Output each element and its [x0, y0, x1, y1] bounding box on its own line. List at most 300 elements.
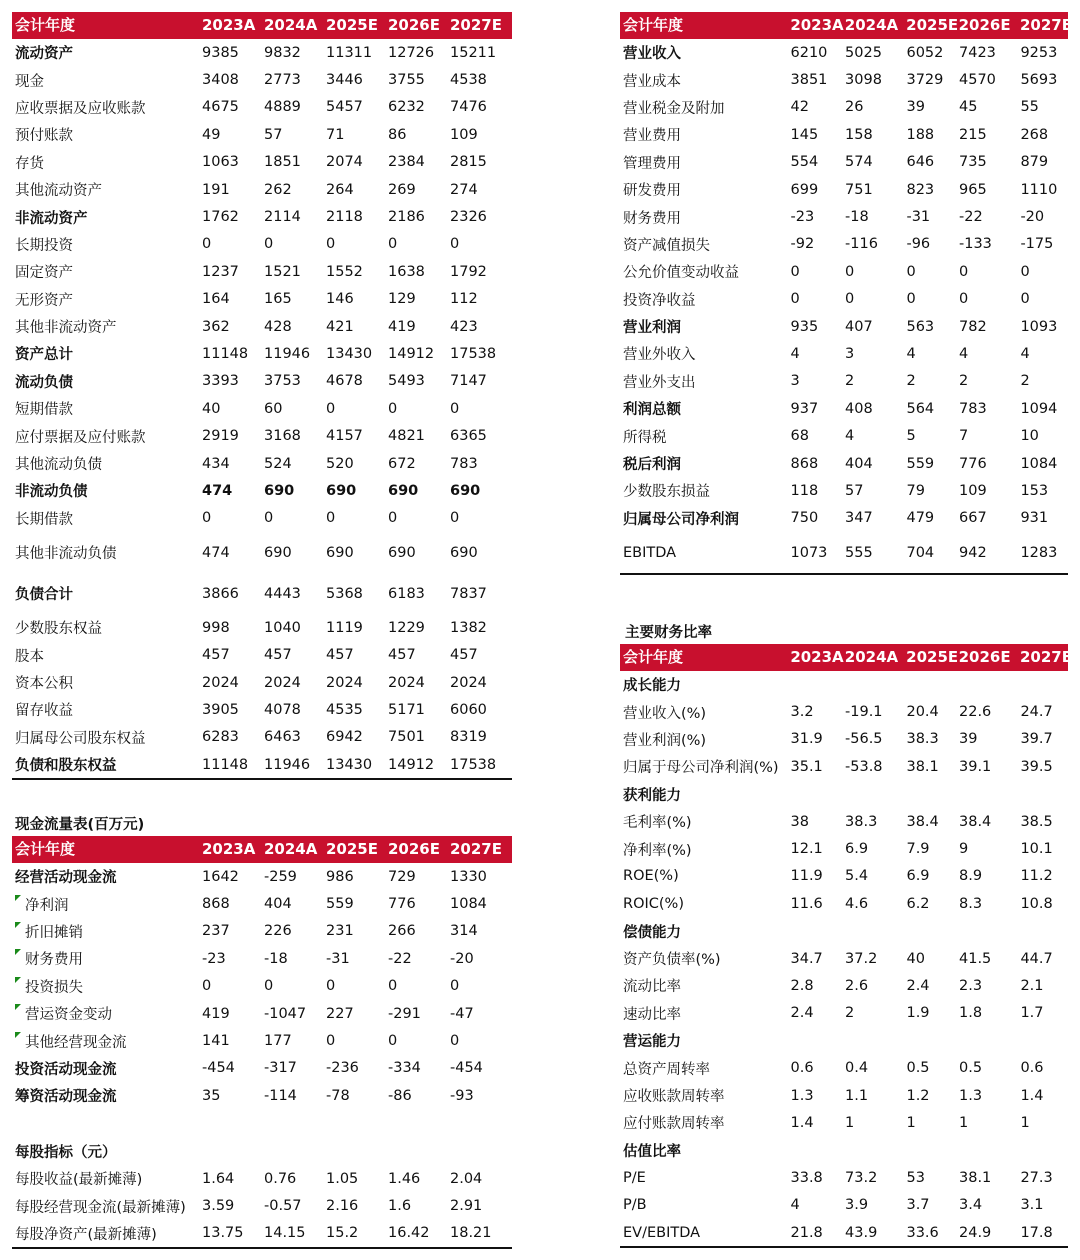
row-label-text: 应付票据及应付账款 [15, 429, 146, 446]
row-value: 274 [450, 181, 478, 198]
table-row [12, 1082, 512, 1109]
row-value: -22 [388, 950, 412, 967]
table-row [12, 1220, 512, 1247]
row-value: 145 [790, 126, 819, 143]
table-row [620, 532, 1068, 573]
table-row [620, 477, 1068, 504]
row-value: 2.16 [326, 1198, 359, 1215]
row-value: 37.2 [845, 950, 878, 967]
row-value: 34.7 [790, 950, 823, 967]
row-value: 1.9 [906, 1005, 930, 1022]
row-label-text: 其他非流动资产 [15, 320, 117, 337]
row-label [620, 1225, 791, 1241]
row-label-text: 流动负债 [15, 374, 73, 391]
row-value: 690 [264, 544, 292, 561]
row-label-text: 速动比率 [623, 1006, 681, 1023]
table-row [12, 614, 512, 641]
row-value: 574 [845, 154, 873, 171]
row-value: 14912 [388, 756, 435, 773]
row-label-text: 投资活动现金流 [15, 1061, 117, 1078]
row-value: 158 [845, 126, 873, 143]
row-label-text: 总资产周转率 [623, 1061, 710, 1078]
row-label [620, 371, 791, 392]
row-label [620, 811, 791, 832]
row-value: 39.5 [1020, 758, 1053, 775]
table-row [12, 532, 512, 573]
table-row [620, 863, 1068, 890]
row-value: 935 [790, 318, 819, 335]
row-value: 1094 [1020, 400, 1058, 417]
row-value: 6365 [450, 428, 487, 445]
row-value: 11148 [202, 756, 249, 773]
row-label [620, 234, 791, 255]
row-value: -23 [790, 209, 815, 226]
row-value: 4678 [326, 373, 363, 390]
row-label-text: 流动资产 [15, 46, 73, 63]
per-share-table [12, 1165, 512, 1249]
row-label [620, 1058, 791, 1079]
table-row [620, 1137, 1068, 1164]
row-value: 31.9 [790, 731, 823, 748]
row-label [12, 70, 202, 91]
table-row [620, 1054, 1068, 1081]
row-label [620, 179, 791, 200]
row-value: 750 [790, 510, 819, 527]
table-row [12, 1165, 512, 1192]
row-value: 10.1 [1020, 841, 1053, 858]
row-label-text: 应收账款周转率 [623, 1089, 725, 1106]
row-label [12, 894, 202, 915]
table-row [620, 698, 1068, 725]
row-value: 1762 [202, 209, 239, 226]
row-value: 2.4 [906, 977, 930, 994]
row-value: 73.2 [845, 1169, 878, 1186]
row-value: 362 [202, 318, 230, 335]
table-row [620, 313, 1068, 340]
row-value: 942 [959, 544, 987, 561]
table-row [12, 973, 512, 1000]
table-row [12, 450, 512, 477]
row-value: 690 [326, 544, 354, 561]
row-value: 262 [264, 181, 292, 198]
row-value: 24.7 [1020, 704, 1053, 721]
row-label-text: 营业利润 [623, 320, 681, 337]
table-row [12, 890, 512, 917]
row-label [620, 124, 791, 145]
header-year: 2027E [450, 16, 502, 34]
table-row [620, 1109, 1068, 1136]
row-value: 1 [906, 1114, 916, 1131]
row-value: 6.9 [906, 868, 930, 885]
row-value: 1084 [450, 896, 487, 913]
row-value: 314 [450, 923, 478, 940]
row-value: 3729 [906, 72, 944, 89]
row-value: 1.8 [959, 1005, 983, 1022]
row-value: 2074 [326, 154, 363, 171]
row-label-text: 税后利润 [623, 457, 681, 474]
row-value: 524 [264, 455, 292, 472]
row-value: 1119 [326, 619, 363, 636]
row-value: 0.6 [790, 1060, 814, 1077]
row-label [620, 426, 791, 447]
table-row [620, 340, 1068, 367]
row-label [620, 480, 791, 501]
row-value: 2.8 [790, 977, 814, 994]
row-value: 40 [202, 400, 221, 417]
row-label-text: 成长能力 [623, 678, 681, 695]
row-value: 39.1 [959, 758, 992, 775]
row-label-text: 营业利润(%) [623, 732, 707, 749]
row-label-text: 折旧摊销 [25, 924, 83, 941]
row-value: 45 [959, 99, 978, 116]
row-value: 1792 [450, 263, 487, 280]
row-label-text: 营业收入(%) [623, 705, 707, 722]
row-label-text: 预付账款 [15, 128, 73, 145]
row-label-text: 负债合计 [15, 587, 73, 604]
row-value: 4 [845, 428, 855, 445]
row-label-text: 其他流动资产 [15, 183, 102, 200]
row-value: 3.1 [1020, 1197, 1044, 1214]
row-value: 0 [202, 978, 212, 995]
cash-flow-title: 现金流量表(百万元) [15, 817, 145, 833]
table-row [12, 1000, 512, 1027]
row-value: 39.7 [1020, 731, 1053, 748]
row-value: 153 [1020, 482, 1049, 499]
row-value: 4 [906, 345, 916, 362]
row-value: 1 [1020, 1114, 1030, 1131]
row-value: 1638 [388, 263, 425, 280]
row-value: 0 [450, 236, 460, 253]
row-label [620, 948, 791, 969]
row-value: 1.3 [959, 1087, 983, 1104]
table-header [12, 12, 512, 39]
row-value: 4.6 [845, 895, 869, 912]
row-label [620, 839, 791, 860]
row-value: 86 [388, 126, 407, 143]
row-value: 11148 [202, 345, 249, 362]
row-label-text: EBITDA [623, 544, 677, 561]
row-value: 0 [326, 400, 336, 417]
row-value: 2114 [264, 209, 301, 226]
cell-marker-icon [15, 977, 21, 983]
row-value: 0 [450, 400, 460, 417]
table-row [620, 1082, 1068, 1109]
table-end-rule [620, 573, 1068, 575]
row-value: 1063 [202, 154, 239, 171]
row-label-text: 所得税 [623, 429, 667, 446]
row-value: 0 [326, 510, 336, 527]
row-label [12, 754, 202, 775]
row-value: 1521 [264, 263, 301, 280]
row-label [620, 343, 791, 364]
row-value: 7 [959, 428, 969, 445]
row-label [620, 975, 791, 996]
table-row [12, 176, 512, 203]
row-value: 0.5 [959, 1060, 983, 1077]
row-value: 1.3 [790, 1087, 814, 1104]
row-value: 2 [845, 1005, 855, 1022]
row-label [12, 508, 202, 529]
row-value: 559 [326, 896, 354, 913]
row-label-text: 公允价值变动收益 [623, 265, 739, 282]
row-value: 15.2 [326, 1225, 359, 1242]
row-label [12, 645, 202, 666]
row-label [12, 866, 202, 887]
row-value: 1 [959, 1114, 969, 1131]
row-label [12, 97, 202, 118]
row-label [620, 42, 791, 63]
row-label-text: 其他流动负债 [15, 457, 102, 474]
row-value: 14912 [388, 345, 435, 362]
row-value: 15211 [450, 44, 497, 61]
row-value: 11946 [264, 756, 311, 773]
row-value: 7423 [959, 44, 996, 61]
row-value: 109 [450, 126, 478, 143]
row-value: 12726 [388, 44, 435, 61]
row-value: 226 [264, 923, 292, 940]
row-value: 188 [906, 126, 935, 143]
row-value: 4 [1020, 345, 1030, 362]
row-value: 0 [790, 263, 800, 280]
row-value: 6060 [450, 701, 487, 718]
row-label-text: 净利率(%) [623, 842, 692, 859]
row-value: 24.9 [959, 1224, 992, 1241]
table-row [12, 751, 512, 778]
row-label [12, 480, 202, 501]
row-value: 177 [264, 1033, 292, 1050]
row-value: 3851 [790, 72, 828, 89]
header-label: 会计年度 [623, 16, 684, 34]
table-row [12, 724, 512, 751]
table-row [620, 149, 1068, 176]
row-label-text: 留存收益 [15, 703, 73, 720]
table-row [620, 1027, 1068, 1054]
header-label: 会计年度 [15, 840, 76, 858]
row-value: 13430 [326, 756, 373, 773]
row-value: 3866 [202, 585, 239, 602]
row-label [12, 727, 202, 748]
cell-marker-icon [15, 922, 21, 928]
row-label [620, 207, 791, 228]
row-label-text: 非流动负债 [15, 484, 88, 501]
row-label-text: 归属母公司净利润 [623, 511, 739, 528]
row-value: 4 [790, 1197, 800, 1214]
row-value: -291 [388, 1005, 421, 1022]
row-value: 0 [450, 1033, 460, 1050]
row-value: 49 [202, 126, 221, 143]
row-value: 0.5 [906, 1060, 930, 1077]
row-value: 1073 [790, 544, 828, 561]
row-value: 141 [202, 1033, 230, 1050]
row-value: 0 [1020, 263, 1030, 280]
table-row [12, 231, 512, 258]
row-value: 191 [202, 181, 230, 198]
row-label [12, 453, 202, 474]
row-label [12, 289, 202, 310]
row-value: 53 [906, 1169, 925, 1186]
row-value: 3.2 [790, 704, 814, 721]
table-row [12, 340, 512, 367]
cell-marker-icon [15, 949, 21, 955]
row-value: 10 [1020, 428, 1039, 445]
row-value: 7.9 [906, 841, 930, 858]
row-label [620, 453, 791, 474]
row-value: 38.1 [959, 1169, 992, 1186]
header-year: 2026E [388, 16, 440, 34]
row-label [620, 674, 791, 695]
row-value: 38.5 [1020, 813, 1053, 830]
row-label-text: 无形资产 [15, 292, 73, 309]
table-row [620, 505, 1068, 532]
row-value: 1.1 [845, 1087, 869, 1104]
row-value: 776 [388, 896, 416, 913]
row-label-text: 负债和股东权益 [15, 758, 117, 775]
table-row [12, 945, 512, 972]
row-label [620, 1140, 791, 1161]
header-label: 会计年度 [15, 16, 76, 34]
table-row [12, 422, 512, 449]
row-value: 2024 [326, 674, 363, 691]
row-value: 1.4 [1020, 1087, 1044, 1104]
row-value: -53.8 [845, 758, 883, 775]
row-value: -56.5 [845, 731, 883, 748]
row-label-text: 获利能力 [623, 787, 681, 804]
row-value: 2 [1020, 373, 1030, 390]
row-label [12, 234, 202, 255]
row-value: 18.21 [450, 1225, 492, 1242]
row-label-text: 投资净收益 [623, 292, 696, 309]
row-value: -20 [450, 950, 474, 967]
row-value: 5025 [845, 44, 882, 61]
row-value: -116 [845, 236, 878, 253]
row-value: 3753 [264, 373, 301, 390]
row-label [12, 261, 202, 282]
row-label [12, 1223, 202, 1244]
row-label [12, 617, 202, 638]
row-value: 699 [790, 181, 819, 198]
row-value: 2.3 [959, 977, 983, 994]
row-value: 434 [202, 455, 230, 472]
row-value: 33.8 [790, 1169, 823, 1186]
row-value: 564 [906, 400, 935, 417]
row-value: 6283 [202, 729, 239, 746]
row-label-text: 财务费用 [25, 952, 83, 969]
row-value: 2024 [202, 674, 239, 691]
row-value: 0 [264, 978, 274, 995]
row-value: -31 [326, 950, 350, 967]
row-label [12, 426, 202, 447]
row-label-text: ROE(%) [623, 868, 679, 885]
row-label-text: ROIC(%) [623, 895, 684, 912]
row-value: 2118 [326, 209, 363, 226]
row-label [12, 1003, 202, 1024]
table-row [12, 258, 512, 285]
row-value: 419 [388, 318, 416, 335]
table-row [12, 395, 512, 422]
row-label [620, 398, 791, 419]
row-value: 735 [959, 154, 987, 171]
row-value: 2 [959, 373, 969, 390]
row-label-text: 非流动资产 [15, 210, 88, 227]
row-value: 12.1 [790, 841, 823, 858]
row-value: -133 [959, 236, 992, 253]
header-year: 2027E [1019, 16, 1072, 34]
row-value: 1.46 [388, 1170, 421, 1187]
row-value: 646 [906, 154, 935, 171]
row-value: 559 [906, 455, 935, 472]
header-year: 2027E [450, 840, 502, 858]
row-label-text: 营业费用 [623, 128, 681, 145]
row-value: 4 [959, 345, 969, 362]
row-label-text: 营业成本 [623, 73, 681, 90]
row-label-text: 每股收益(最新摊薄) [15, 1172, 143, 1189]
row-value: 38.4 [906, 813, 939, 830]
row-value: 6232 [388, 99, 425, 116]
row-label [620, 1003, 791, 1024]
row-value: 20.4 [906, 704, 939, 721]
row-value: 474 [202, 482, 233, 499]
row-value: 457 [326, 647, 354, 664]
header-year: 2025E [906, 16, 959, 34]
row-value: 9 [959, 841, 969, 858]
row-value: 998 [202, 619, 230, 636]
row-label-text: 每股净资产(最新摊薄) [15, 1226, 157, 1243]
row-label-text: 资产总计 [15, 347, 73, 364]
row-value: 5.4 [845, 868, 869, 885]
row-label [620, 921, 791, 942]
row-label-text: 资本公积 [15, 676, 73, 692]
row-value: 2815 [450, 154, 487, 171]
row-label-text: 固定资产 [15, 265, 73, 282]
row-value: 3755 [388, 72, 425, 89]
table-row [12, 149, 512, 176]
table-end-rule [620, 1246, 1068, 1248]
row-value: 0 [906, 263, 916, 280]
row-label-text: 现金 [15, 73, 44, 90]
row-value: -1047 [264, 1005, 307, 1022]
row-value: -78 [326, 1087, 350, 1104]
table-row [12, 39, 512, 66]
row-label [12, 179, 202, 200]
row-label-text: P/B [623, 1197, 647, 1214]
table-row [12, 696, 512, 723]
row-value: 38.4 [959, 813, 992, 830]
row-value: 10.8 [1020, 895, 1053, 912]
income-statement-table [620, 12, 1072, 575]
row-value: 5 [906, 428, 916, 445]
table-row [620, 918, 1068, 945]
header-year: 2023A [202, 16, 256, 34]
row-value: 868 [790, 455, 819, 472]
row-value: 39 [906, 99, 925, 116]
row-value: 16.42 [388, 1225, 430, 1242]
row-label [12, 124, 202, 145]
row-value: 237 [202, 923, 230, 940]
row-value: 520 [326, 455, 354, 472]
row-value: 2024 [264, 674, 301, 691]
row-value: 2 [906, 373, 916, 390]
header-year: 2024A [844, 16, 899, 34]
table-end-rule [12, 778, 512, 780]
row-value: 404 [845, 455, 873, 472]
row-label-text: 每股经营现金流(最新摊薄) [15, 1199, 186, 1216]
row-value: 879 [1020, 154, 1049, 171]
row-value: 1.7 [1020, 1005, 1044, 1022]
row-value: 3.7 [906, 1197, 930, 1214]
row-label [12, 42, 202, 63]
row-value: 38.3 [845, 813, 878, 830]
row-value: -23 [202, 950, 226, 967]
